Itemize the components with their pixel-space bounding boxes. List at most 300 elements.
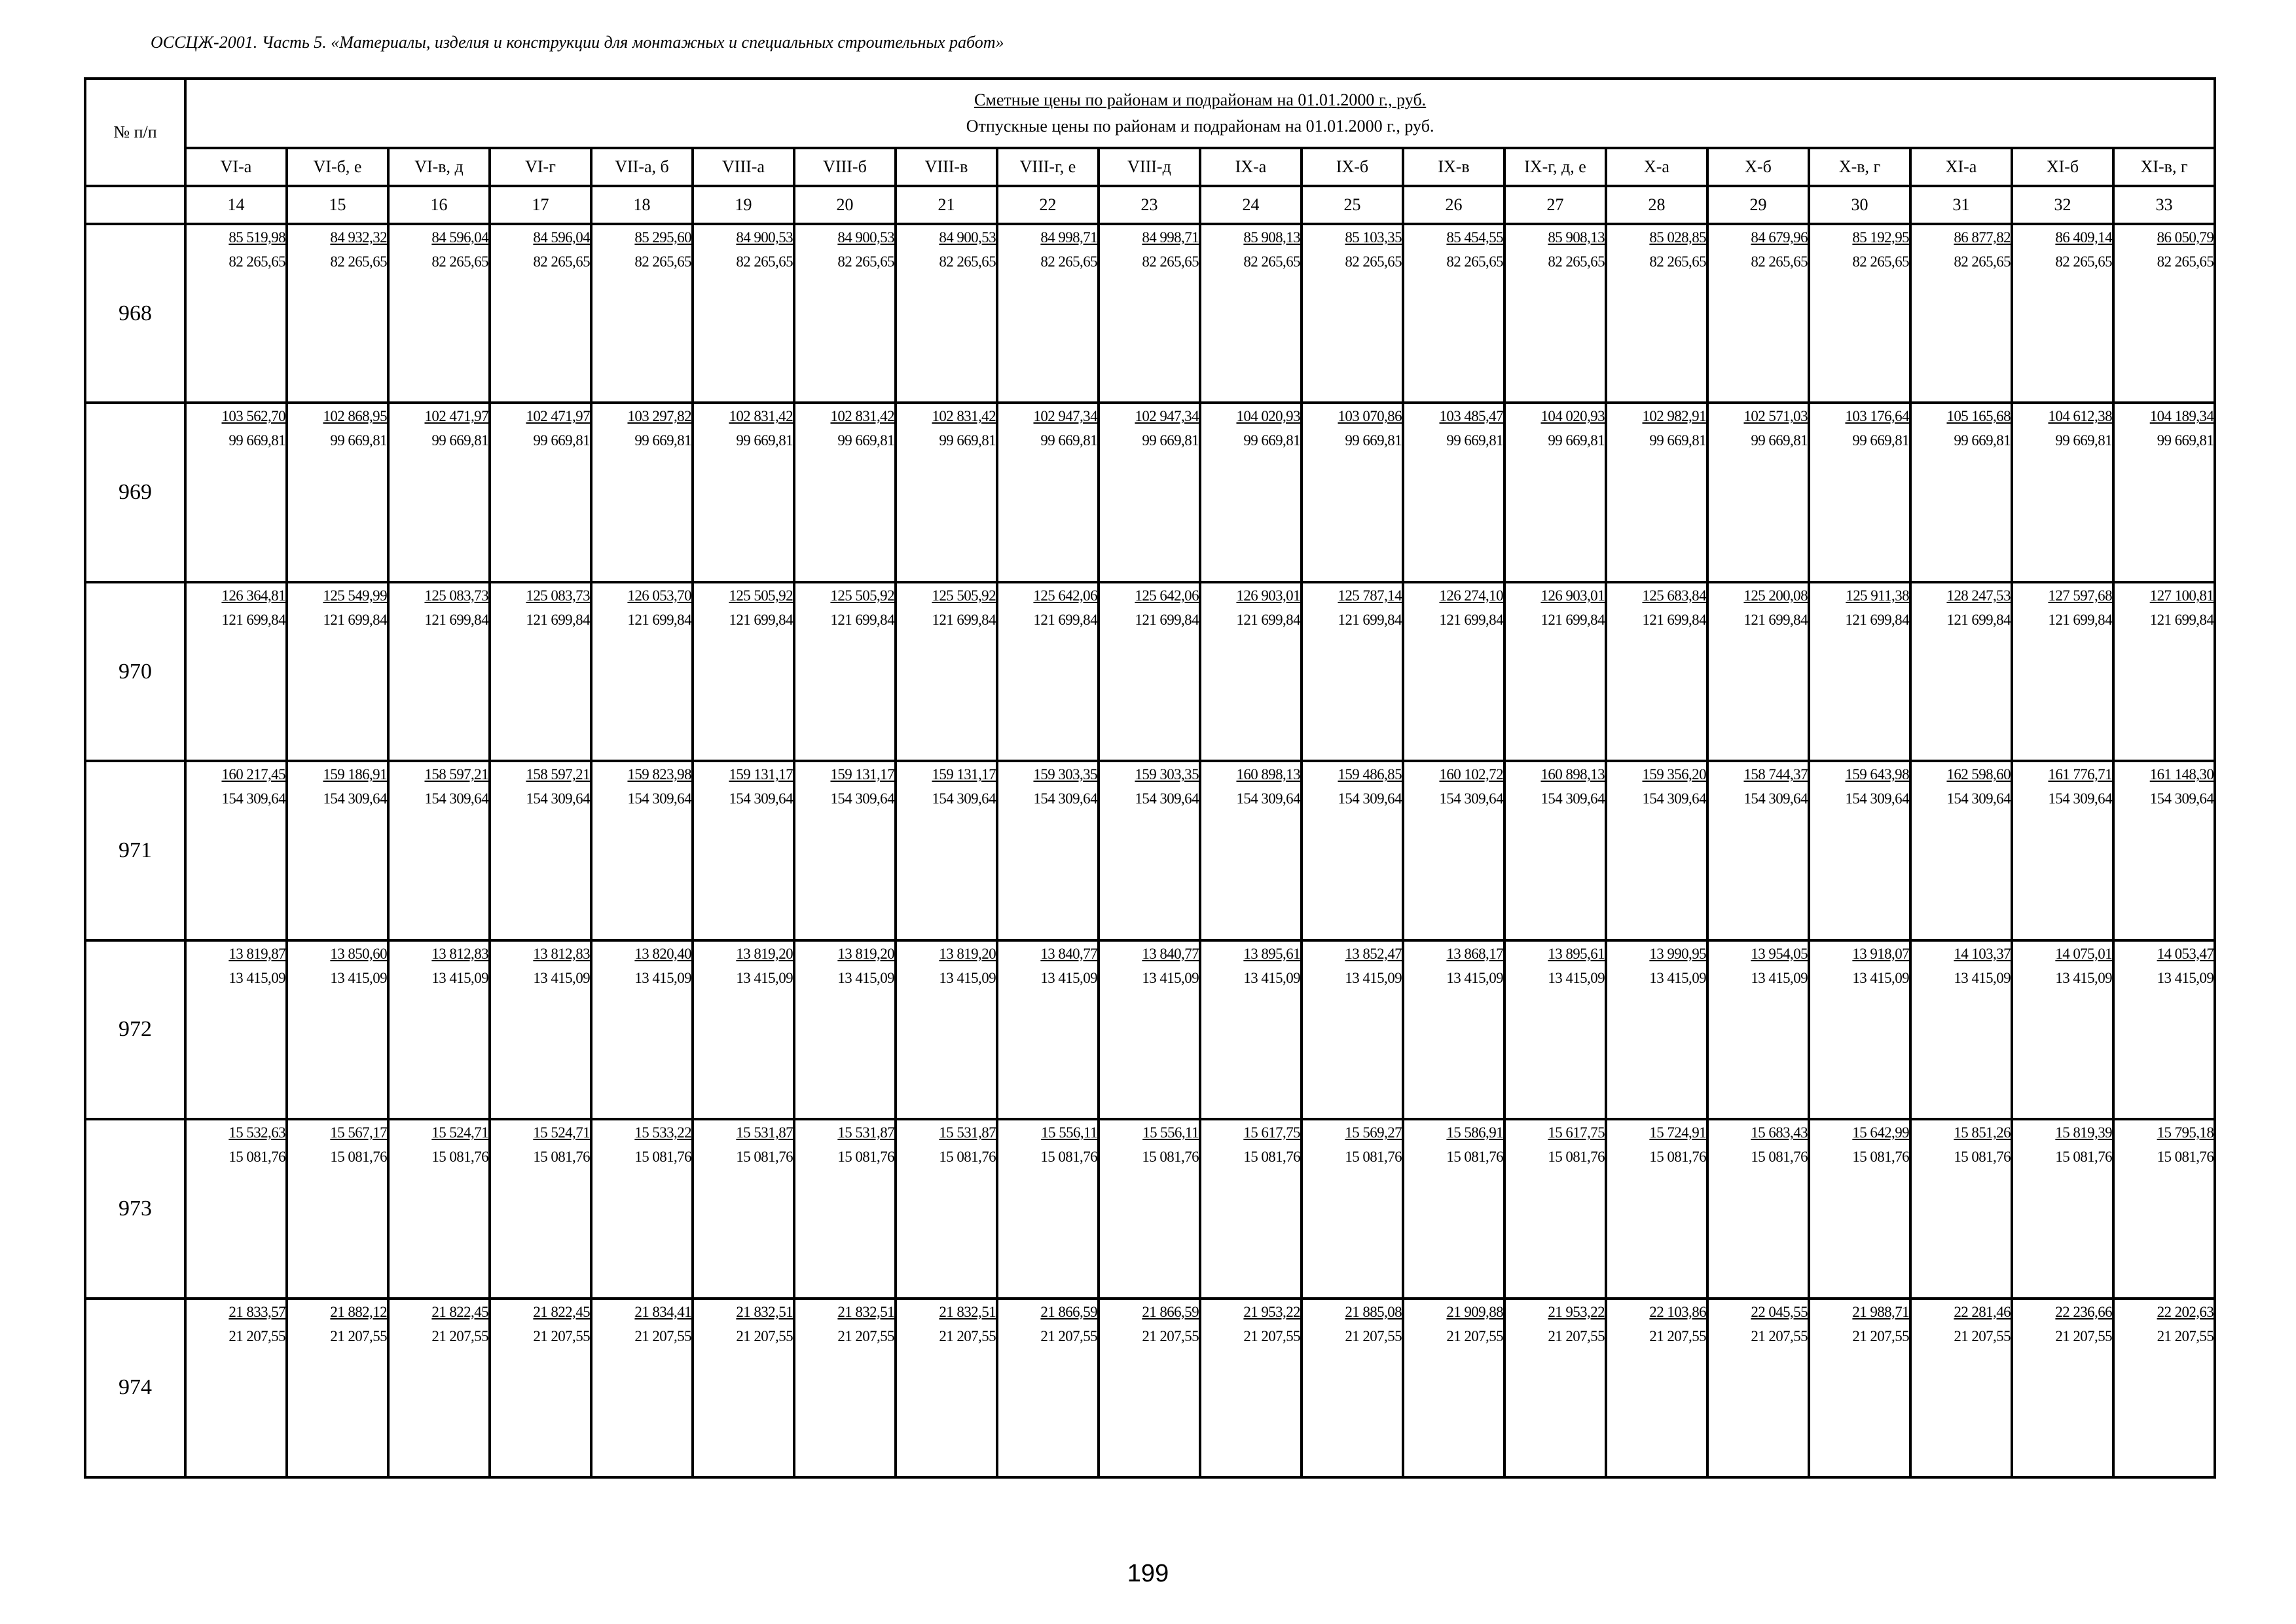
price-cell xyxy=(1302,1299,1403,1477)
release-price: 21 207,55 xyxy=(431,1327,488,1344)
release-price: 154 309,64 xyxy=(1946,790,2011,807)
price-cell xyxy=(1403,582,1504,761)
price-cell xyxy=(896,761,997,940)
region-header: X-а xyxy=(1606,148,1707,186)
price-cell xyxy=(1910,582,2012,761)
release-price: 15 081,76 xyxy=(2157,1149,2214,1166)
release-price: 21 207,55 xyxy=(1649,1327,1706,1344)
column-number: 22 xyxy=(997,186,1099,224)
price-cell xyxy=(1403,940,1504,1119)
estimate-price: 160 217,45 xyxy=(221,766,285,783)
price-cell xyxy=(693,224,794,403)
release-price: 13 415,09 xyxy=(1243,969,1300,986)
price-cell xyxy=(1302,224,1403,403)
price-cell xyxy=(591,1119,693,1298)
column-number-blank xyxy=(85,186,185,224)
table-row xyxy=(85,1299,2215,1477)
estimate-price: 159 186,91 xyxy=(323,766,387,783)
price-cell xyxy=(1707,761,1809,940)
estimate-price: 102 947,34 xyxy=(1033,408,1097,425)
release-price: 99 669,81 xyxy=(1548,432,1605,449)
column-number: 19 xyxy=(693,186,794,224)
estimate-price: 159 486,85 xyxy=(1338,766,1402,783)
release-price: 13 415,09 xyxy=(1142,969,1199,986)
release-price: 121 699,84 xyxy=(1135,611,1199,628)
estimate-price: 102 571,03 xyxy=(1743,408,1808,425)
estimate-price: 13 820,40 xyxy=(634,945,691,962)
estimate-price: 21 882,12 xyxy=(330,1303,387,1320)
estimate-price: 162 598,60 xyxy=(1946,766,2011,783)
release-price: 15 081,76 xyxy=(634,1149,691,1166)
release-price: 13 415,09 xyxy=(1446,969,1503,986)
price-cell xyxy=(2113,1119,2215,1298)
price-cell xyxy=(1504,940,1606,1119)
price-cell xyxy=(1809,224,1910,403)
release-price: 13 415,09 xyxy=(2055,969,2112,986)
estimate-price: 84 900,53 xyxy=(736,229,793,246)
estimate-price: 128 247,53 xyxy=(1946,587,2011,604)
column-number: 31 xyxy=(1910,186,2012,224)
region-header: IX-в xyxy=(1403,148,1504,186)
release-price: 82 265,65 xyxy=(228,253,285,270)
release-price: 13 415,09 xyxy=(1040,969,1097,986)
column-number: 25 xyxy=(1302,186,1403,224)
release-price: 82 265,65 xyxy=(837,253,894,270)
price-cell xyxy=(997,403,1099,581)
estimate-price: 104 020,93 xyxy=(1540,408,1605,425)
release-price: 21 207,55 xyxy=(1040,1327,1097,1344)
estimate-price: 84 998,71 xyxy=(1142,229,1199,246)
release-price: 13 415,09 xyxy=(1548,969,1605,986)
estimate-price: 85 295,60 xyxy=(634,229,691,246)
estimate-price: 15 524,71 xyxy=(431,1124,488,1141)
release-price: 82 265,65 xyxy=(533,253,590,270)
release-price: 121 699,84 xyxy=(424,611,488,628)
estimate-price: 15 531,87 xyxy=(736,1124,793,1141)
release-price: 99 669,81 xyxy=(1954,432,2011,449)
estimate-price: 125 200,08 xyxy=(1743,587,1808,604)
release-price: 15 081,76 xyxy=(939,1149,996,1166)
estimate-price: 86 409,14 xyxy=(2055,229,2112,246)
region-header: VI-г xyxy=(490,148,591,186)
price-cell xyxy=(794,224,896,403)
estimate-price: 85 192,95 xyxy=(1852,229,1909,246)
release-price: 82 265,65 xyxy=(1852,253,1909,270)
estimate-price: 13 812,83 xyxy=(431,945,488,962)
release-price: 154 309,64 xyxy=(526,790,590,807)
estimate-price: 15 556,11 xyxy=(1142,1124,1199,1141)
price-cell xyxy=(1099,761,1200,940)
estimate-price: 22 236,66 xyxy=(2055,1303,2112,1320)
price-cell xyxy=(2012,403,2113,581)
release-price: 13 415,09 xyxy=(1852,969,1909,986)
np-header: № п/п xyxy=(85,79,185,186)
estimate-price: 158 597,21 xyxy=(424,766,488,783)
row-number: 969 xyxy=(85,403,185,581)
price-cell xyxy=(997,940,1099,1119)
price-cell xyxy=(1910,1299,2012,1477)
price-cell xyxy=(1200,761,1302,940)
estimate-price: 104 020,93 xyxy=(1236,408,1300,425)
estimate-price: 159 131,17 xyxy=(729,766,793,783)
release-price: 13 415,09 xyxy=(634,969,691,986)
price-cell xyxy=(2113,940,2215,1119)
estimate-price: 21 833,57 xyxy=(228,1303,285,1320)
release-price: 154 309,64 xyxy=(932,790,996,807)
release-price: 121 699,84 xyxy=(1946,611,2011,628)
release-price: 154 309,64 xyxy=(1540,790,1605,807)
price-cell xyxy=(1910,940,2012,1119)
release-price: 21 207,55 xyxy=(1751,1327,1808,1344)
price-cell xyxy=(1302,1119,1403,1298)
release-price: 121 699,84 xyxy=(1845,611,1909,628)
release-price: 15 081,76 xyxy=(1345,1149,1402,1166)
price-cell xyxy=(1504,1299,1606,1477)
release-price: 21 207,55 xyxy=(228,1327,285,1344)
estimate-price: 125 505,92 xyxy=(729,587,793,604)
row-number: 974 xyxy=(85,1299,185,1477)
release-price: 99 669,81 xyxy=(1649,432,1706,449)
release-price: 15 081,76 xyxy=(1751,1149,1808,1166)
release-price: 21 207,55 xyxy=(1446,1327,1503,1344)
price-cell xyxy=(591,403,693,581)
estimate-price: 159 356,20 xyxy=(1642,766,1706,783)
release-price: 82 265,65 xyxy=(1954,253,2011,270)
estimate-price: 13 840,77 xyxy=(1142,945,1199,962)
release-price: 99 669,81 xyxy=(1751,432,1808,449)
estimate-price: 13 840,77 xyxy=(1040,945,1097,962)
price-cell xyxy=(2113,761,2215,940)
price-cell xyxy=(693,761,794,940)
release-price: 154 309,64 xyxy=(830,790,894,807)
release-price: 15 081,76 xyxy=(431,1149,488,1166)
release-price: 99 669,81 xyxy=(1345,432,1402,449)
table-row xyxy=(85,582,2215,761)
region-header: XI-б xyxy=(2012,148,2113,186)
price-cell xyxy=(1099,1299,1200,1477)
region-header: VI-б, е xyxy=(287,148,388,186)
estimate-price: 103 562,70 xyxy=(221,408,285,425)
estimate-price: 15 533,22 xyxy=(634,1124,691,1141)
price-cell xyxy=(1302,761,1403,940)
price-cell xyxy=(1809,582,1910,761)
region-header: VIII-а xyxy=(693,148,794,186)
price-cell xyxy=(1707,224,1809,403)
price-cell xyxy=(896,403,997,581)
price-cell xyxy=(591,1299,693,1477)
price-cell xyxy=(185,224,287,403)
release-price: 99 669,81 xyxy=(228,432,285,449)
table-row xyxy=(85,403,2215,581)
price-cell xyxy=(388,1119,490,1298)
estimate-price: 158 597,21 xyxy=(526,766,590,783)
row-number: 972 xyxy=(85,940,185,1119)
price-cell xyxy=(1809,761,1910,940)
release-price: 21 207,55 xyxy=(1243,1327,1300,1344)
price-cell xyxy=(388,761,490,940)
price-cell xyxy=(1707,582,1809,761)
release-price: 21 207,55 xyxy=(736,1327,793,1344)
price-cell xyxy=(693,1119,794,1298)
estimate-price: 125 642,06 xyxy=(1135,587,1199,604)
price-cell xyxy=(287,224,388,403)
price-cell xyxy=(1504,403,1606,581)
release-price: 13 415,09 xyxy=(1954,969,2011,986)
column-number: 21 xyxy=(896,186,997,224)
row-number: 968 xyxy=(85,224,185,403)
price-cell xyxy=(388,403,490,581)
table-row xyxy=(85,761,2215,940)
price-cell xyxy=(2012,940,2113,1119)
release-price: 13 415,09 xyxy=(939,969,996,986)
estimate-price: 15 617,75 xyxy=(1548,1124,1605,1141)
price-cell xyxy=(1200,1299,1302,1477)
price-table xyxy=(84,77,2216,1479)
price-cell xyxy=(2012,582,2113,761)
price-cell xyxy=(388,940,490,1119)
estimate-price: 125 683,84 xyxy=(1642,587,1706,604)
estimate-price: 85 454,55 xyxy=(1446,229,1503,246)
release-price: 15 081,76 xyxy=(1649,1149,1706,1166)
release-price: 13 415,09 xyxy=(736,969,793,986)
region-header: IX-г, д, е xyxy=(1504,148,1606,186)
estimate-price: 15 586,91 xyxy=(1446,1124,1503,1141)
release-price: 154 309,64 xyxy=(1642,790,1706,807)
release-price: 82 265,65 xyxy=(1446,253,1503,270)
estimate-price: 13 990,95 xyxy=(1649,945,1706,962)
estimate-price: 15 617,75 xyxy=(1243,1124,1300,1141)
release-price: 21 207,55 xyxy=(2157,1327,2214,1344)
price-cell xyxy=(794,940,896,1119)
release-price: 21 207,55 xyxy=(837,1327,894,1344)
release-price: 154 309,64 xyxy=(221,790,285,807)
price-cell xyxy=(794,1119,896,1298)
release-price: 15 081,76 xyxy=(736,1149,793,1166)
release-price: 99 669,81 xyxy=(1446,432,1503,449)
release-price: 15 081,76 xyxy=(228,1149,285,1166)
release-price: 13 415,09 xyxy=(837,969,894,986)
price-cell xyxy=(997,761,1099,940)
release-price: 99 669,81 xyxy=(431,432,488,449)
estimate-price: 84 596,04 xyxy=(431,229,488,246)
release-price: 154 309,64 xyxy=(1236,790,1300,807)
column-number: 26 xyxy=(1403,186,1504,224)
column-number: 15 xyxy=(287,186,388,224)
region-header: VII-а, б xyxy=(591,148,693,186)
running-header: ОССЦЖ-2001. Часть 5. «Материалы, изделия и конструкции для монтажных и специальных строительных работ» xyxy=(151,33,1004,52)
price-cell xyxy=(2113,582,2215,761)
price-cell xyxy=(591,761,693,940)
estimate-price: 14 053,47 xyxy=(2157,945,2214,962)
price-cell xyxy=(794,403,896,581)
price-cell xyxy=(2012,1119,2113,1298)
release-price: 154 309,64 xyxy=(1135,790,1199,807)
region-header: VIII-д xyxy=(1099,148,1200,186)
price-cell xyxy=(388,1299,490,1477)
release-price: 15 081,76 xyxy=(1142,1149,1199,1166)
region-header: X-в, г xyxy=(1809,148,1910,186)
price-cell xyxy=(1910,761,2012,940)
estimate-price: 21 988,71 xyxy=(1852,1303,1909,1320)
price-cell xyxy=(490,1119,591,1298)
estimate-price: 126 364,81 xyxy=(221,587,285,604)
release-price: 82 265,65 xyxy=(634,253,691,270)
estimate-price: 15 531,87 xyxy=(939,1124,996,1141)
release-price: 13 415,09 xyxy=(1751,969,1808,986)
release-price: 154 309,64 xyxy=(2048,790,2112,807)
estimate-price: 86 877,82 xyxy=(1954,229,2011,246)
estimate-price: 85 908,13 xyxy=(1243,229,1300,246)
release-price: 82 265,65 xyxy=(2157,253,2214,270)
estimate-price: 159 131,17 xyxy=(932,766,996,783)
estimate-price: 85 103,35 xyxy=(1345,229,1402,246)
estimate-price: 84 900,53 xyxy=(939,229,996,246)
estimate-price: 159 131,17 xyxy=(830,766,894,783)
price-cell xyxy=(1809,940,1910,1119)
price-cell xyxy=(2113,403,2215,581)
estimate-price: 21 885,08 xyxy=(1345,1303,1402,1320)
estimate-price: 102 982,91 xyxy=(1642,408,1706,425)
price-cell xyxy=(185,582,287,761)
price-cell xyxy=(490,224,591,403)
release-price: 121 699,84 xyxy=(932,611,996,628)
estimate-price: 22 281,46 xyxy=(1954,1303,2011,1320)
estimate-price: 103 297,82 xyxy=(627,408,691,425)
release-price: 82 265,65 xyxy=(1751,253,1808,270)
release-price: 82 265,65 xyxy=(1040,253,1097,270)
price-cell xyxy=(490,582,591,761)
release-price: 99 669,81 xyxy=(1040,432,1097,449)
estimate-price: 125 505,92 xyxy=(830,587,894,604)
estimate-price: 104 612,38 xyxy=(2048,408,2112,425)
estimate-price: 13 850,60 xyxy=(330,945,387,962)
region-header: VI-в, д xyxy=(388,148,490,186)
release-price: 15 081,76 xyxy=(330,1149,387,1166)
estimate-price: 125 911,38 xyxy=(1846,587,1909,604)
estimate-price: 84 932,32 xyxy=(330,229,387,246)
price-cell xyxy=(693,582,794,761)
release-price: 82 265,65 xyxy=(330,253,387,270)
estimate-price: 22 202,63 xyxy=(2157,1303,2214,1320)
estimate-price: 102 868,95 xyxy=(323,408,387,425)
release-price: 99 669,81 xyxy=(837,432,894,449)
row-number: 970 xyxy=(85,582,185,761)
estimate-price: 21 866,59 xyxy=(1142,1303,1199,1320)
estimate-price: 84 998,71 xyxy=(1040,229,1097,246)
release-price: 154 309,64 xyxy=(627,790,691,807)
release-price: 21 207,55 xyxy=(533,1327,590,1344)
estimate-price: 15 531,87 xyxy=(837,1124,894,1141)
column-number: 32 xyxy=(2012,186,2113,224)
region-header: IX-б xyxy=(1302,148,1403,186)
estimate-price: 21 834,41 xyxy=(634,1303,691,1320)
column-number: 20 xyxy=(794,186,896,224)
price-cell xyxy=(1504,761,1606,940)
region-header: IX-а xyxy=(1200,148,1302,186)
estimate-price: 22 045,55 xyxy=(1751,1303,1808,1320)
price-cell xyxy=(896,582,997,761)
release-price: 13 415,09 xyxy=(1345,969,1402,986)
estimate-price: 13 895,61 xyxy=(1548,945,1605,962)
price-cell xyxy=(693,1299,794,1477)
price-cell xyxy=(490,1299,591,1477)
release-price: 99 669,81 xyxy=(736,432,793,449)
release-price: 13 415,09 xyxy=(330,969,387,986)
table-row xyxy=(85,224,2215,403)
release-price: 121 699,84 xyxy=(729,611,793,628)
estimate-price: 125 642,06 xyxy=(1033,587,1097,604)
release-price: 21 207,55 xyxy=(1142,1327,1199,1344)
price-cell xyxy=(1606,224,1707,403)
estimate-price: 125 549,99 xyxy=(323,587,387,604)
estimate-price: 102 947,34 xyxy=(1135,408,1199,425)
estimate-price: 15 683,43 xyxy=(1751,1124,1808,1141)
price-cell xyxy=(591,940,693,1119)
estimate-price: 125 787,14 xyxy=(1338,587,1402,604)
estimate-price: 102 471,97 xyxy=(526,408,590,425)
release-price: 15 081,76 xyxy=(1040,1149,1097,1166)
price-cell xyxy=(1606,582,1707,761)
estimate-price: 15 642,99 xyxy=(1852,1124,1909,1141)
release-price: 99 669,81 xyxy=(939,432,996,449)
estimate-price: 126 053,70 xyxy=(627,587,691,604)
release-price: 99 669,81 xyxy=(1142,432,1199,449)
price-cell xyxy=(185,1299,287,1477)
estimate-price: 161 776,71 xyxy=(2048,766,2112,783)
estimate-price: 160 898,13 xyxy=(1540,766,1605,783)
price-cell xyxy=(1302,582,1403,761)
price-cell xyxy=(693,403,794,581)
column-number: 16 xyxy=(388,186,490,224)
price-cell xyxy=(1200,582,1302,761)
price-cell xyxy=(1200,1119,1302,1298)
estimate-price: 21 832,51 xyxy=(736,1303,793,1320)
estimate-price: 159 823,98 xyxy=(627,766,691,783)
release-price: 82 265,65 xyxy=(939,253,996,270)
estimate-price: 84 596,04 xyxy=(533,229,590,246)
region-header: XI-в, г xyxy=(2113,148,2215,186)
release-price: 13 415,09 xyxy=(1649,969,1706,986)
price-cell xyxy=(1606,761,1707,940)
column-number: 24 xyxy=(1200,186,1302,224)
estimate-price: 126 903,01 xyxy=(1540,587,1605,604)
release-price: 121 699,84 xyxy=(221,611,285,628)
price-cell xyxy=(1910,1119,2012,1298)
price-cell xyxy=(997,1299,1099,1477)
estimate-price: 21 822,45 xyxy=(431,1303,488,1320)
release-price: 121 699,84 xyxy=(2048,611,2112,628)
price-cell xyxy=(1403,761,1504,940)
region-header: VIII-г, е xyxy=(997,148,1099,186)
price-super-header xyxy=(185,79,2215,148)
release-price: 154 309,64 xyxy=(1845,790,1909,807)
estimate-price: 14 075,01 xyxy=(2055,945,2112,962)
estimate-price: 103 485,47 xyxy=(1439,408,1503,425)
release-price: 99 669,81 xyxy=(1852,432,1909,449)
price-cell xyxy=(287,761,388,940)
column-number: 14 xyxy=(185,186,287,224)
estimate-price: 160 898,13 xyxy=(1236,766,1300,783)
price-cell xyxy=(1606,403,1707,581)
estimate-price: 21 832,51 xyxy=(837,1303,894,1320)
estimate-price: 15 795,18 xyxy=(2157,1124,2214,1141)
estimate-price: 15 819,39 xyxy=(2055,1124,2112,1141)
estimate-price: 15 524,71 xyxy=(533,1124,590,1141)
region-header: VIII-б xyxy=(794,148,896,186)
estimate-price: 125 083,73 xyxy=(424,587,488,604)
price-cell xyxy=(185,1119,287,1298)
release-price: 121 699,84 xyxy=(830,611,894,628)
